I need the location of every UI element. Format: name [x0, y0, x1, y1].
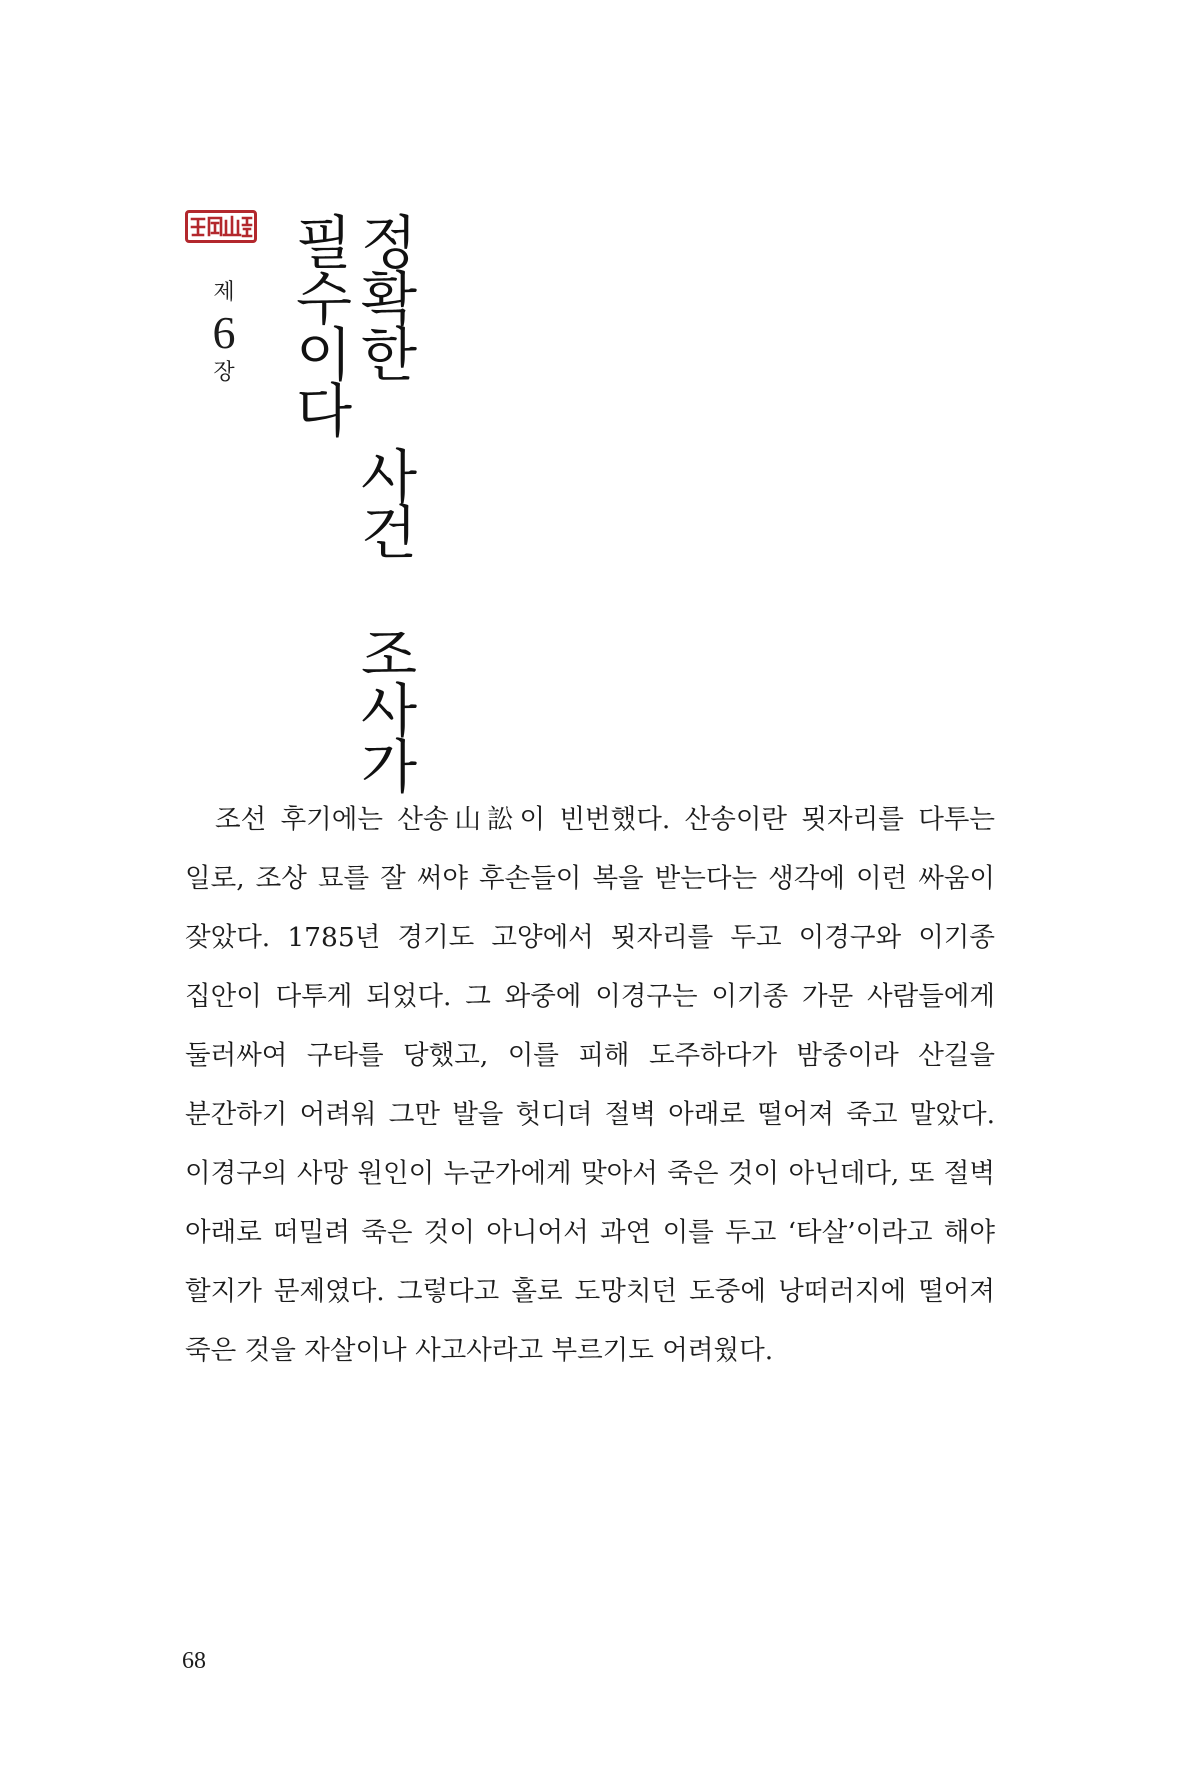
chapter-number: 6 — [212, 307, 236, 358]
chapter-title-line-2: 필수이다 — [285, 212, 353, 436]
chapter-label — [196, 280, 252, 386]
page-number: 68 — [182, 1648, 206, 1674]
chapter-prefix: 제 — [213, 280, 235, 305]
chapter-title-line-1: 정확한 사건 조사가 — [350, 212, 418, 792]
red-seal-stamp-icon — [185, 210, 257, 243]
chapter-suffix: 장 — [213, 360, 235, 385]
body-paragraph: 조선 후기에는 산송山訟이 빈번했다. 산송이란 묏자리를 다투는 일로, 조상 묘를 잘 써야 후손들이 복을 받는다는 생각에 이런 싸움이 잦았다. 1785년 경기도 고양에서 묏자리를 두고 이경구와 이기종 집안이 다투게 되었다. 그 와중에 이경구는 이기종 가문 사람들에게 둘러싸여 구타를 당했고, 이를 피해 도주하다가 밤중이라 산길을 분간하기 어려워 그만 발을 헛디뎌 절벽 아래로 떨어져 죽고 말았다. 이경구의 사망 원인이 누군가에게 맞아서 죽은 것이 아닌데다, 또 절벽 아래로 떠밀려 죽은 것이 아니어서 과연 이를 두고 ‘타살’이라고 해야 할지가 문제였다. 그렇다고 홀로 도망치던 도중에 낭떠러지에 떨어져 죽은 것을 자살이나 사고사라고 부르기도 어려웠다. — [185, 804, 995, 1366]
seal-glyphs-icon — [188, 213, 254, 240]
